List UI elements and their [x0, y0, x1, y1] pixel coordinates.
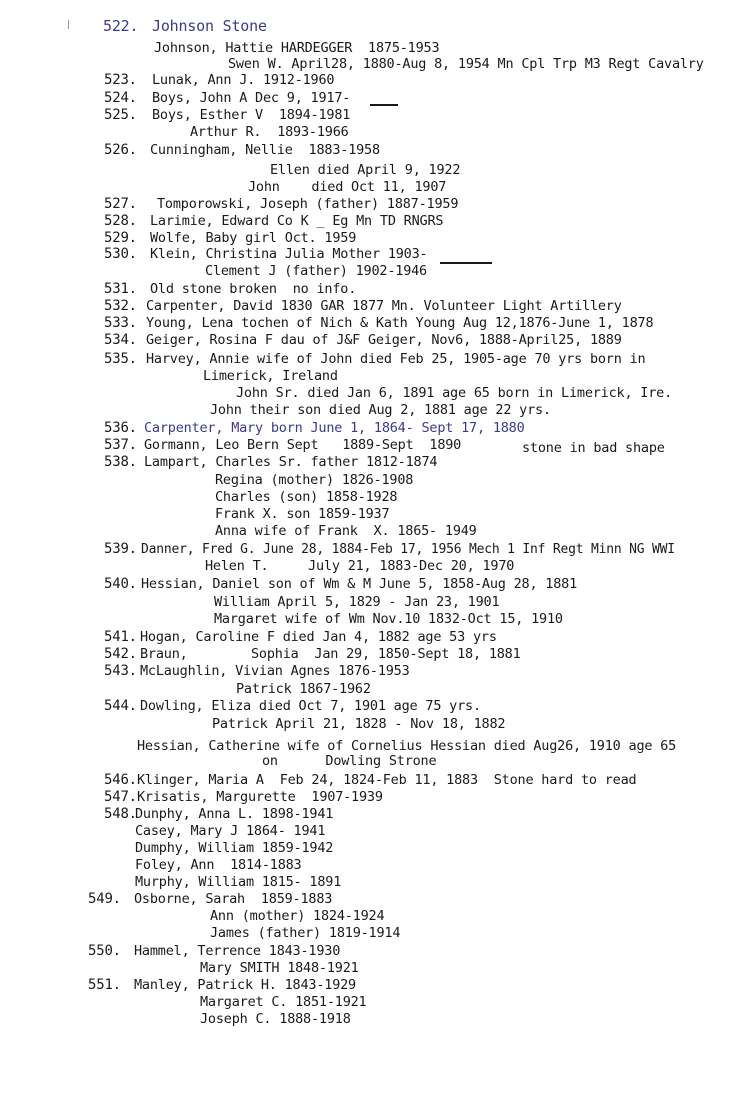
entry-line: Carpenter, Mary born June 1, 1864- Sept 17, 1880: [144, 420, 525, 436]
page-title: Johnson Stone: [152, 17, 267, 35]
entry-line: Boys, Esther V 1894-1981: [152, 107, 351, 123]
entry-line: Swen W. April28, 1880-Aug 8, 1954 Mn Cpl Trp M3 Regt Cavalry: [228, 56, 704, 72]
entry-number: 534.: [104, 332, 137, 348]
entry-number: 533.: [104, 315, 137, 331]
entry-line: John their son died Aug 2, 1881 age 22 yrs.: [210, 402, 551, 418]
entry-line: Cunningham, Nellie 1883-1958: [150, 142, 380, 158]
entry-line: John Sr. died Jan 6, 1891 age 65 born in Limerick, Ire.: [236, 385, 673, 401]
entry-line: Hessian, Catherine wife of Cornelius Hessian died Aug26, 1910 age 65: [137, 738, 677, 754]
entry-number: 542.: [104, 646, 137, 662]
blank-underline: [440, 262, 492, 264]
entry-line: Dowling, Eliza died Oct 7, 1901 age 75 yrs.: [140, 698, 481, 714]
entry-line: James (father) 1819-1914: [210, 925, 401, 941]
entry-number: 531.: [104, 281, 137, 297]
blank-underline: [370, 104, 398, 106]
entry-number: 537.: [104, 437, 137, 453]
entry-number: 523.: [104, 72, 137, 88]
entry-number: 528.: [104, 213, 137, 229]
entry-line: Mary SMITH 1848-1921: [200, 960, 359, 976]
entry-line: Geiger, Rosina F dau of J&F Geiger, Nov6, 1888-April25, 1889: [146, 332, 622, 348]
entry-line: Braun, Sophia Jan 29, 1850-Sept 18, 1881: [140, 646, 521, 662]
entry-number: 524.: [104, 90, 137, 106]
entry-number: 532.: [104, 298, 137, 314]
entry-number: 549.: [88, 891, 121, 907]
entry-line: Klinger, Maria A Feb 24, 1824-Feb 11, 1883 Stone hard to read: [137, 772, 637, 788]
entry-number: 546.: [104, 772, 137, 788]
entry-line: John died Oct 11, 1907: [248, 179, 447, 195]
entry-line: Margaret C. 1851-1921: [200, 994, 367, 1010]
entry-note: stone in bad shape: [522, 440, 665, 456]
entry-line: McLaughlin, Vivian Agnes 1876-1953: [140, 663, 410, 679]
entry-number: 550.: [88, 943, 121, 959]
entry-line: Osborne, Sarah 1859-1883: [134, 891, 333, 907]
entry-number: 530.: [104, 246, 137, 262]
entry-line: Murphy, William 1815- 1891: [135, 874, 342, 890]
entry-line: Boys, John A Dec 9, 1917-: [152, 90, 351, 106]
entry-number: 525.: [104, 107, 137, 123]
entry-line: William April 5, 1829 - Jan 23, 1901: [214, 594, 500, 610]
entry-line: Carpenter, David 1830 GAR 1877 Mn. Volunteer Light Artillery: [146, 298, 622, 314]
entry-line: Manley, Patrick H. 1843-1929: [134, 977, 356, 993]
entry-line: Foley, Ann 1814-1883: [135, 857, 302, 873]
entry-number: 540.: [104, 576, 137, 592]
entry-line: Joseph C. 1888-1918: [200, 1011, 351, 1027]
entry-line: Larimie, Edward Co K _ Eg Mn TD RNGRS: [150, 213, 444, 229]
entry-line: Ellen died April 9, 1922: [270, 162, 461, 178]
entry-line: Old stone broken no info.: [150, 281, 357, 297]
entry-line: on Dowling Strone: [262, 753, 437, 769]
entry-number: 522.: [103, 17, 139, 35]
entry-number: 527.: [104, 196, 137, 212]
entry-line: Hammel, Terrence 1843-1930: [134, 943, 341, 959]
entry-line: Ann (mother) 1824-1924: [210, 908, 385, 924]
entry-line: Krisatis, Margurette 1907-1939: [137, 789, 383, 805]
margin-mark: [68, 20, 69, 29]
entry-line: Margaret wife of Wm Nov.10 1832-Oct 15, 1910: [214, 611, 563, 627]
entry-line: Johnson, Hattie HARDEGGER 1875-1953: [154, 40, 440, 56]
entry-number: 548.: [104, 806, 137, 822]
entry-line: Harvey, Annie wife of John died Feb 25, 1905-age 70 yrs born in: [146, 351, 646, 367]
entry-line: Charles (son) 1858-1928: [215, 489, 398, 505]
entry-line: Gormann, Leo Bern Sept 1889-Sept 1890: [144, 437, 462, 453]
entry-line: Hogan, Caroline F died Jan 4, 1882 age 53 yrs: [140, 629, 497, 645]
entry-number: 536.: [104, 420, 137, 436]
entry-number: 538.: [104, 454, 137, 470]
entry-line: Arthur R. 1893-1966: [190, 124, 349, 140]
entry-line: Patrick 1867-1962: [236, 681, 371, 697]
entry-line: Klein, Christina Julia Mother 1903-: [150, 246, 428, 262]
entry-line: Hessian, Daniel son of Wm & M June 5, 1858-Aug 28, 1881: [141, 576, 578, 592]
entry-line: Dunphy, Anna L. 1898-1941: [135, 806, 334, 822]
entry-number: 544.: [104, 698, 137, 714]
entry-line: Danner, Fred G. June 28, 1884-Feb 17, 1956 Mech 1 Inf Regt Minn NG WWI: [141, 542, 675, 557]
entry-number: 529.: [104, 230, 137, 246]
entry-number: 541.: [104, 629, 137, 645]
entry-number: 526.: [104, 142, 137, 158]
entry-line: Clement J (father) 1902-1946: [205, 263, 427, 279]
entry-line: Anna wife of Frank X. 1865- 1949: [215, 523, 477, 539]
entry-line: Frank X. son 1859-1937: [215, 506, 390, 522]
entry-number: 547.: [104, 789, 137, 805]
entry-line: Limerick, Ireland: [203, 368, 338, 384]
entry-line: Dumphy, William 1859-1942: [135, 840, 334, 856]
entry-number: 543.: [104, 663, 137, 679]
entry-number: 551.: [88, 977, 121, 993]
entry-number: 535.: [104, 351, 137, 367]
entry-number: 539.: [104, 541, 137, 557]
entry-line: Regina (mother) 1826-1908: [215, 472, 414, 488]
entry-line: Patrick April 21, 1828 - Nov 18, 1882: [212, 716, 506, 732]
entry-line: Wolfe, Baby girl Oct. 1959: [150, 230, 357, 246]
entry-line: Tomporowski, Joseph (father) 1887-1959: [157, 196, 459, 212]
entry-line: Lampart, Charles Sr. father 1812-1874: [144, 454, 438, 470]
entry-line: Lunak, Ann J. 1912-1960: [152, 72, 335, 88]
entry-line: Casey, Mary J 1864- 1941: [135, 823, 326, 839]
entry-line: Helen T. July 21, 1883-Dec 20, 1970: [205, 558, 515, 574]
entry-line: Young, Lena tochen of Nich & Kath Young Aug 12,1876-June 1, 1878: [146, 315, 654, 331]
